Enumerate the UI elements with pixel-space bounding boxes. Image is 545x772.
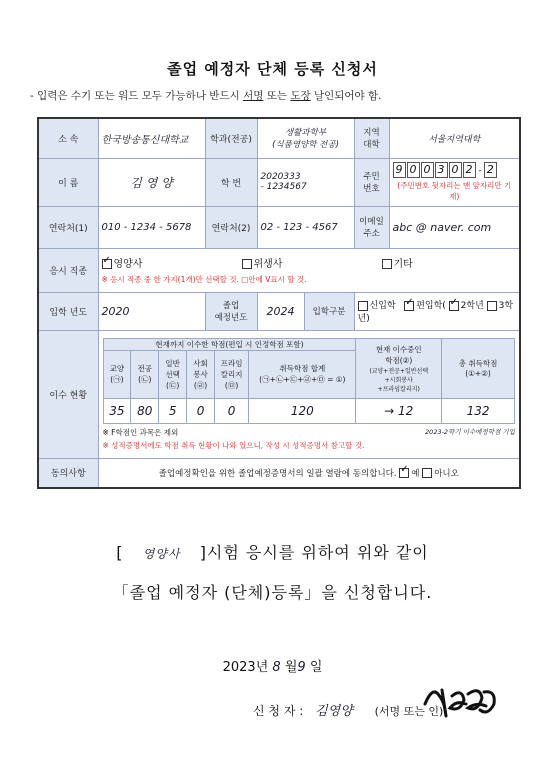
graduation-admission-cell (257, 292, 354, 330)
credits-cell (98, 330, 520, 458)
rrn-digit: 0 (421, 162, 434, 178)
credits-table (103, 338, 516, 424)
checkbox-checked-icon[interactable] (102, 259, 112, 269)
credit-value-prime: 0 (214, 398, 248, 423)
admission-new[interactable]: 신입학 (358, 301, 396, 311)
credits-group-header: 현재까지 이수한 학점(편입 시 인정학점 포함) (103, 338, 356, 350)
rrn-digit: 3 (435, 162, 448, 178)
credits-label: 이수 현황 (38, 330, 98, 458)
seal-label: (서명 또는 인) (374, 705, 444, 718)
col-elective: 일반 선택 (㉢) (159, 350, 187, 398)
credit-value-current: → 12 (356, 398, 442, 423)
checkbox-checked-icon[interactable] (449, 301, 459, 311)
email-value: abc @ naver. com (389, 206, 520, 248)
checkbox-icon[interactable] (487, 301, 497, 311)
application-date: 2023년 8 월9 일 (222, 660, 323, 675)
exam-option-other[interactable]: 기타 (382, 255, 413, 270)
credits-annotation: 2023-2학기 이수예정학점 기입 (425, 427, 515, 436)
contact1-value: 010 - 1234 - 5678 (98, 206, 205, 248)
checkbox-checked-icon[interactable] (399, 468, 409, 478)
credit-value-general: 35 (103, 398, 131, 423)
col-social-service: 사회 봉사 (㉣) (187, 350, 215, 398)
graduation-year-label: 졸업 예정년도 (205, 292, 257, 330)
affiliation-value: 한국방송통신대학교 (98, 118, 205, 158)
credit-value-total: 132 (442, 398, 515, 423)
handwritten-signature (420, 682, 500, 722)
affiliation-label: 소 속 (38, 118, 98, 158)
applicant-name: 김영양 (315, 704, 353, 719)
checkbox-icon[interactable] (382, 259, 392, 269)
credit-value-major: 80 (131, 398, 159, 423)
col-prime-college: 프라임 칼리지 (㉤) (214, 350, 248, 398)
credit-value-sum: 120 (249, 398, 356, 423)
name-label: 이 름 (38, 158, 98, 206)
rrn-digit: 2 (463, 162, 476, 178)
exam-category-note: ※ 응시 직종 중 한 가지(1개)만 선택할 것. □안에 V표시 할 것. (101, 275, 307, 284)
credit-value-elective: 5 (159, 398, 187, 423)
col-credits-sum: 취득학점 합계 (㉠+㉡+㉢+㉣+㉤ = ①) (249, 350, 356, 398)
admission-grade2[interactable]: ✓ 2학년 (449, 301, 484, 311)
rrn-digit: 0 (407, 162, 420, 178)
contact2-value: 02 - 123 - 4567 (257, 206, 354, 248)
consent-text: 졸업예정확인을 위한 졸업예정증명서의 일괄 열람에 동의합니다. (158, 468, 397, 479)
rrn-label: 주민 번호 (354, 158, 389, 206)
rrn-cell (389, 158, 520, 206)
email-label: 이메일 주소 (354, 206, 389, 248)
arrow-right-icon: → (384, 403, 399, 418)
rrn-digit: 0 (449, 162, 462, 178)
exam-category-cell (98, 248, 520, 292)
rrn-digit: 9 (393, 162, 406, 178)
student-id-value: 2020333 - 1234567 (257, 158, 354, 206)
total-credits-header: 총 취득학점 (①+②) (442, 338, 515, 398)
form-instructions: - 입력은 수기 또는 워드 모두 가능하나 반드시 서명 또는 도장 날인되어야 함. (30, 90, 382, 102)
checkbox-icon[interactable] (242, 259, 252, 269)
region-value: 서울지역대학 (389, 118, 520, 158)
consent-no[interactable]: 아니오 (422, 469, 459, 479)
rrn-note: (주민번호 뒷자리는 맨 앞자리만 기재) (397, 181, 512, 201)
rrn-digit: 2 (484, 162, 497, 178)
current-credits-header: 현재 이수중인 학점(②) (교양+전공+일반선택 +시회봉사 +프라임칼리지) (356, 338, 442, 398)
col-major: 전공 (㉡) (131, 350, 159, 398)
checkbox-icon[interactable] (422, 468, 432, 478)
department-label: 학과(전공) (205, 118, 257, 158)
applicant-signature-line (253, 700, 443, 719)
consent-yes[interactable]: ✓ 예 (399, 469, 419, 479)
exam-option-sanitarian[interactable]: 위생사 (242, 255, 382, 270)
statement-line2: 「졸업 예정자 (단체)등록」을 신청합니다. (112, 583, 433, 602)
consent-cell (98, 458, 520, 488)
exam-option-dietitian[interactable]: ✓영양사 (102, 255, 242, 270)
checkbox-checked-icon[interactable] (404, 301, 414, 311)
contact1-label: 연락처(1) (38, 206, 98, 248)
contact2-label: 연락처(2) (205, 206, 257, 248)
name-value: 김 영 양 (98, 158, 205, 206)
checkbox-icon[interactable] (358, 301, 368, 311)
statement-line1: [ 영양사 ]시험 응시를 위하여 위와 같이 (116, 543, 429, 562)
admission-type-label: 입학구분 (304, 293, 354, 330)
applicant-label: 신 청 자 : (253, 704, 304, 718)
student-id-label: 학 번 (205, 158, 257, 206)
entrance-year-value: 2020 (98, 292, 205, 330)
rrn-separator: - (478, 166, 482, 176)
admission-options (354, 292, 520, 330)
consent-label: 동의사항 (38, 458, 98, 488)
rrn-digit-boxes (393, 162, 517, 178)
entrance-year-label: 입학 년도 (38, 292, 98, 330)
application-form-table (37, 117, 521, 489)
credits-note-f: ※ F학점인 과목은 제외 (102, 427, 179, 437)
statement-exam-name: 영양사 (142, 547, 181, 561)
col-general-education: 교양 (㉠) (103, 350, 131, 398)
department-value: 생활과학부 (식품영양학 전공) (257, 118, 354, 158)
admission-transfer[interactable]: ✓ 편입학( (404, 301, 446, 311)
credit-value-service: 0 (187, 398, 215, 423)
form-title: 졸업 예정자 단체 등록 신청서 (167, 60, 378, 78)
graduation-year-value: 2024 (266, 304, 295, 318)
exam-category-label: 응시 직종 (38, 248, 98, 292)
credits-note-transcript: ※ 성적증명서에도 학점 취득 현황이 나와 있으니, 작성 시 성적증명서 참고할 것. (102, 440, 365, 450)
region-label: 지역 대학 (354, 118, 389, 158)
admission-grade3[interactable]: 3학년) (357, 301, 514, 324)
